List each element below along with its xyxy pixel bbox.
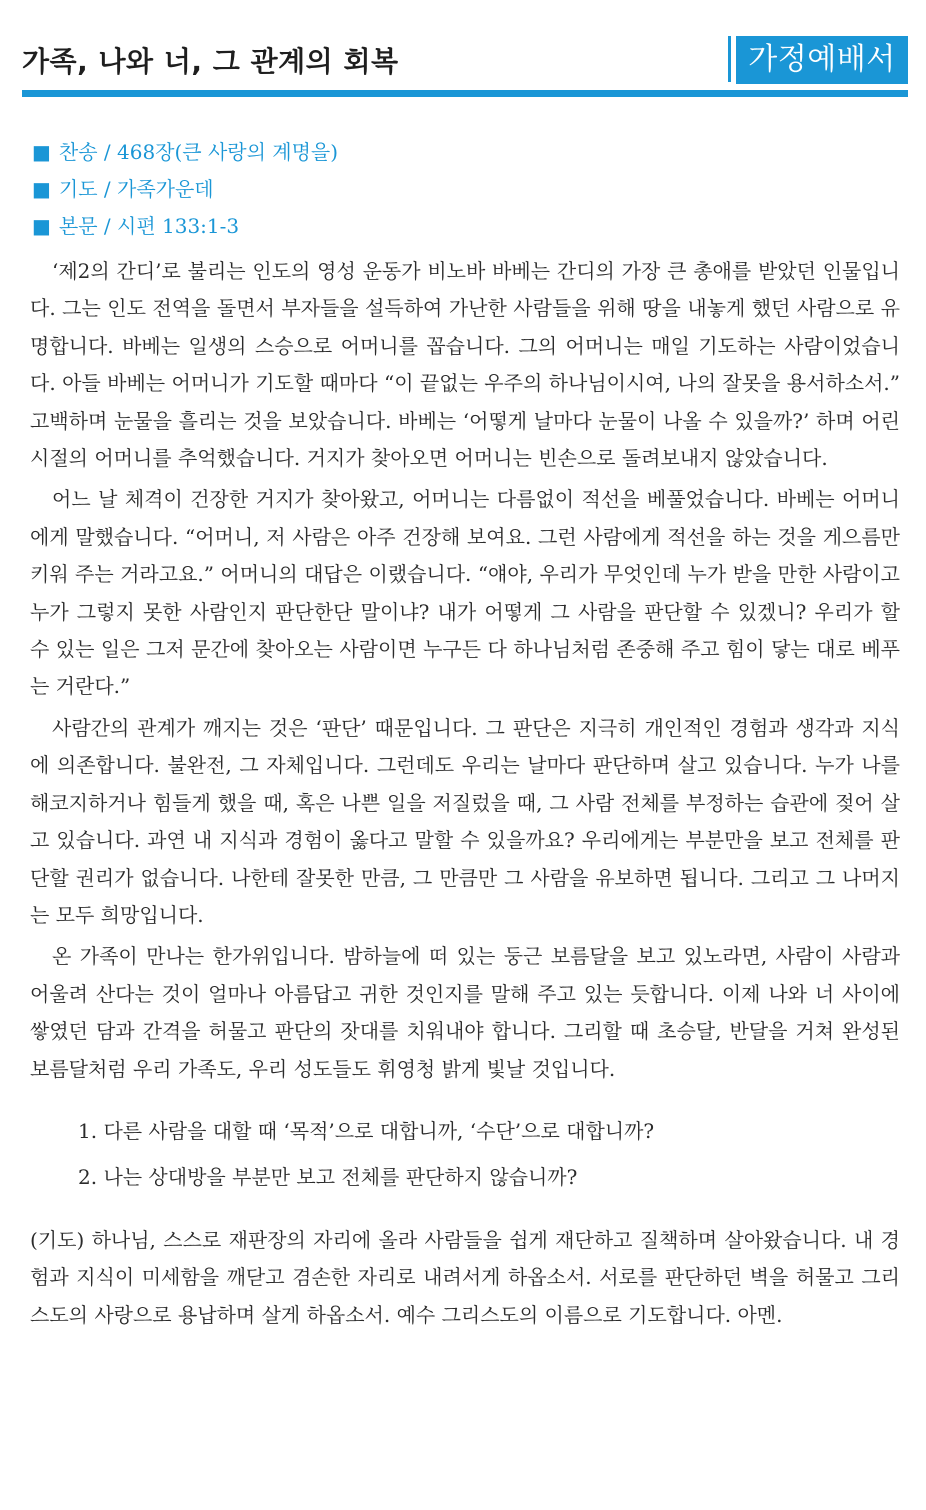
closing-prayer: (기도) 하나님, 스스로 재판장의 자리에 올라 사람들을 쉽게 재단하고 질책하며 살아왔습니다. 내 경험과 지식이 미세함을 깨닫고 겸손한 자리로 내려서게 하옵소서. 서로를 판단하던 벽을 허물고 그리스도의 사랑으로 용납하며 살게 하옵소서. 예수 그리스도의 이름으로 기도합니다. 아멘. — [30, 1227, 900, 1327]
prayer-info-text: 기도 / 가족가운데 — [58, 177, 214, 201]
header-rule — [22, 90, 908, 97]
hymn-text: 찬송 / 468장(큰 사랑의 계명을) — [58, 140, 339, 164]
question-1: 1. 다른 사람을 대할 때 ‘목적’으로 대합니까, ‘수단’으로 대합니까? — [78, 1118, 655, 1143]
question-2: 2. 나는 상대방을 부분만 보고 전체를 판단하지 않습니까? — [78, 1164, 578, 1189]
square-bullet-icon: ■ — [32, 214, 51, 238]
square-bullet-icon: ■ — [32, 177, 51, 201]
header-divider — [728, 36, 731, 82]
worship-info-list — [32, 134, 902, 245]
body-paragraph-3: 사람간의 관계가 깨지는 것은 ‘판단’ 때문입니다. 그 판단은 지극히 개인적인 경험과 생각과 지식에 의존합니다. 불완전, 그 자체입니다. 그런데도 우리는 날마다 판단하며 살고 있습니다. 누가 나를 해코지하거나 힘들게 했을 때, 혹은 나쁜 일을 저질렀을 때, 그 사람 전체를 부정하는 습관에 젖어 살고 있습니다. 과연 내 지식과 경험이 옳다고 말할 수 있을까요? 우리에게는 부분만을 보고 전체를 판단할 권리가 없습니다. 나한테 잘못한 만큼, 그 만큼만 그 사람을 유보하면 됩니다. 그리고 그 나머지는 모두 희망입니다. — [30, 715, 900, 927]
scripture-text: 본문 / 시편 133:1-3 — [58, 214, 240, 238]
body-paragraph-4: 온 가족이 만나는 한가위입니다. 밤하늘에 떠 있는 둥근 보름달을 보고 있노라면, 사람이 사람과 어울려 산다는 것이 얼마나 아름답고 귀한 것인지를 말해 주고 있는 듯합니다. 이제 나와 너 사이에 쌓였던 담과 간격을 허물고 판단의 잣대를 치워내야 합니다. 그리할 때 초승달, 반달을 거쳐 완성된 보름달처럼 우리 가족도, 우리 성도들도 휘영청 밝게 빛날 것입니다. — [30, 944, 900, 1081]
body-paragraph-2: 어느 날 체격이 건장한 거지가 찾아왔고, 어머니는 다름없이 적선을 베풀었습니다. 바베는 어머니에게 말했습니다. “어머니, 저 사람은 아주 건장해 보여요. 그런 사람에게 적선을 하는 것을 게으름만 키워 주는 거라고요.” 어머니의 대답은 이랬습니다. “얘야, 우리가 무엇인데 누가 받을 만한 사람이고 누가 그렇지 못한 사람인지 판단한단 말이냐? 내가 어떻게 그 사람을 판단할 수 있겠니? 우리가 할 수 있는 일은 그저 문간에 찾아오는 사람이면 누구든 다 하나님처럼 존중해 주고 힘이 닿는 대로 베푸는 거란다.” — [30, 487, 900, 699]
hymn-info — [32, 134, 902, 171]
prayer-info — [32, 171, 902, 208]
square-bullet-icon: ■ — [32, 140, 51, 164]
section-badge: 가정예배서 — [736, 36, 908, 84]
article-body — [30, 253, 900, 1334]
reflection-questions — [78, 1108, 900, 1200]
scripture-info — [32, 208, 902, 245]
body-paragraph-1: ‘제2의 간디’로 불리는 인도의 영성 운동가 비노바 바베는 간디의 가장 큰 총애를 받았던 인물입니다. 그는 인도 전역을 돌면서 부자들을 설득하여 가난한 사람들을 위해 땅을 내놓게 했던 사람으로 유명합니다. 바베는 일생의 스승으로 어머니를 꼽습니다. 그의 어머니는 매일 기도하는 사람이었습니다. 아들 바베는 어머니가 기도할 때마다 “이 끝없는 우주의 하나님이시여, 나의 잘못을 용서하소서.” 고백하며 눈물을 흘리는 것을 보았습니다. 바베는 ‘어떻게 날마다 눈물이 나올 수 있을까?’ 하며 어린 시절의 어머니를 추억했습니다. 거지가 찾아오면 어머니는 빈손으로 돌려보내지 않았습니다. — [30, 259, 900, 471]
page-title: 가족, 나와 너, 그 관계의 회복 — [22, 45, 399, 78]
page-header — [22, 36, 908, 92]
